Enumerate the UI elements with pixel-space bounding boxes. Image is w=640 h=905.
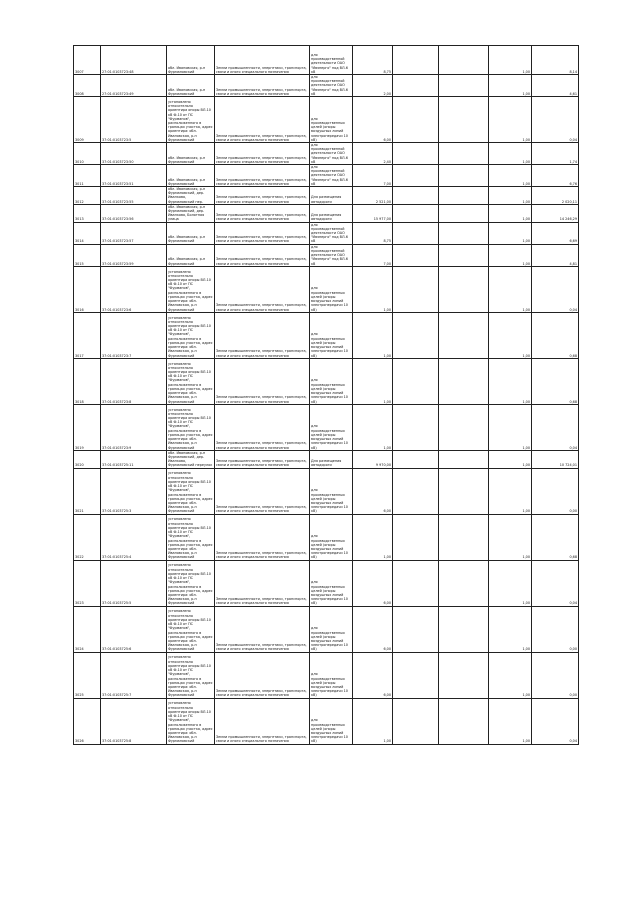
land-category-cell: Земли промышленности, энергетики, транспорта, связи и иного специального назначения	[215, 46, 310, 75]
location-cell: обл. Ивановская, р-н Фурмановский	[167, 143, 215, 165]
share-cell: 1,00	[489, 404, 532, 450]
area-cell: 6,00	[353, 468, 393, 514]
value-cell: 0,04	[532, 266, 579, 312]
share-cell: 1,00	[489, 560, 532, 606]
area-cell: 1,00	[353, 404, 393, 450]
area-cell: 8,75	[353, 222, 393, 244]
blank-cell	[439, 514, 489, 560]
row-number-cell: 3018	[74, 358, 101, 404]
blank-cell	[439, 187, 489, 205]
land-category-cell: Земли промышленности, энергетики, транспорта, связи и иного специального назначения	[215, 165, 310, 187]
location-cell: установлено относительно ориентира опоры ВЛ-10 кВ Ф-10 от ПС "Фурманов", расположенного в границах участка, адрес ориентира: обл. Ивановская, р-н Фурмановский	[167, 698, 215, 744]
row-number-cell: 3012	[74, 187, 101, 205]
table-row	[74, 514, 579, 560]
table-row	[74, 312, 579, 358]
area-cell: 1,00	[353, 266, 393, 312]
location-cell: обл. Ивановская, р-н Фурмановский	[167, 46, 215, 75]
row-number-cell: 3023	[74, 560, 101, 606]
blank-cell	[393, 46, 439, 75]
cadastral-number-cell: 37:01:0103723:5	[101, 97, 167, 143]
land-category-cell: Земли промышленности, энергетики, транспорта, связи и иного специального назначения	[215, 266, 310, 312]
blank-cell	[393, 468, 439, 514]
row-number-cell: 3019	[74, 404, 101, 450]
land-category-cell: Земли промышленности, энергетики, транспорта, связи и иного специального назначения	[215, 652, 310, 698]
blank-cell	[439, 266, 489, 312]
value-cell: 1,74	[532, 143, 579, 165]
land-category-cell: Земли промышленности, энергетики, транспорта, связи и иного специального назначения	[215, 187, 310, 205]
share-cell: 1,00	[489, 222, 532, 244]
land-category-cell: Земли промышленности, энергетики, транспорта, связи и иного специального назначения	[215, 404, 310, 450]
blank-cell	[439, 560, 489, 606]
location-cell: обл. Ивановская, р-н Фурмановский	[167, 222, 215, 244]
location-cell: установлено относительно ориентира опоры ВЛ-10 кВ Ф-10 от ПС "Фурманов", расположенного в границах участка, адрес ориентира: обл. Ивановская, р-н Фурмановский	[167, 404, 215, 450]
land-category-cell: Земли промышленности, энергетики, транспорта, связи и иного специального назначения	[215, 97, 310, 143]
area-cell: 6,00	[353, 97, 393, 143]
blank-cell	[439, 652, 489, 698]
cadastral-number-cell: 27:01:0103723:49	[101, 75, 167, 97]
blank-cell	[393, 97, 439, 143]
permitted-use-cell: для производственных целей (опоры воздушных линий электропередачи 10 кВ)	[310, 358, 353, 404]
location-cell: установлено относительно ориентира опоры ВЛ-10 кВ Ф-10 от ПС "Фурманов", расположенного в границах участка, адрес ориентира: обл. Ивановская, р-н Фурмановский	[167, 560, 215, 606]
area-cell: 2,00	[353, 75, 393, 97]
area-cell: 7,00	[353, 244, 393, 266]
land-category-cell: Земли промышленности, энергетики, транспорта, связи и иного специального назначения	[215, 514, 310, 560]
blank-cell	[393, 514, 439, 560]
blank-cell	[439, 606, 489, 652]
permitted-use-cell: для производственной деятельности ОАО "Ивэнерго" под ВЛ-6 кВ	[310, 143, 353, 165]
blank-cell	[393, 358, 439, 404]
share-cell: 1,00	[489, 468, 532, 514]
land-plots-table	[73, 45, 579, 745]
blank-cell	[393, 450, 439, 468]
location-cell: обл. Ивановская, р-н Фурмановский, дер. Иванково, Болотная улица	[167, 204, 215, 222]
area-cell: 2,40	[353, 143, 393, 165]
permitted-use-cell: для производственной деятельности ОАО "Ивэнерго" под ВЛ-6 кВ	[310, 75, 353, 97]
blank-cell	[439, 698, 489, 744]
blank-cell	[439, 75, 489, 97]
cadastral-number-cell: 37:01:0103723:9	[101, 404, 167, 450]
table-row	[74, 698, 579, 744]
cadastral-number-cell: 37:01:0103723:50	[101, 143, 167, 165]
blank-cell	[393, 266, 439, 312]
row-number-cell: 3025	[74, 652, 101, 698]
table-row	[74, 204, 579, 222]
blank-cell	[439, 143, 489, 165]
value-cell: 4,61	[532, 75, 579, 97]
table-row	[74, 143, 579, 165]
location-cell: установлено относительно ориентира опоры ВЛ-10 кВ Ф-10 от ПС "Фурманов", расположенного в границах участка, адрес ориентира: обл. Ивановская, р-н Фурмановский	[167, 97, 215, 143]
table-row	[74, 244, 579, 266]
area-cell: 7,00	[353, 165, 393, 187]
permitted-use-cell: для производственных целей (опоры воздушных линий электропередачи 10 кВ)	[310, 312, 353, 358]
cadastral-number-cell: 37:01:0103725:11	[101, 450, 167, 468]
cadastral-number-cell: 37:01:0103723:55	[101, 187, 167, 205]
row-number-cell: 3022	[74, 514, 101, 560]
table-row	[74, 266, 579, 312]
permitted-use-cell: для производственных целей (опоры воздушных линий электропередачи 10 кВ)	[310, 404, 353, 450]
land-category-cell: Земли промышленности, энергетики, транспорта, связи и иного специального назначения	[215, 358, 310, 404]
permitted-use-cell: для производственных целей (опоры воздушных линий электропередачи 10 кВ)	[310, 514, 353, 560]
cadastral-number-cell: 37:01:0103723:8	[101, 358, 167, 404]
permitted-use-cell: для производственных целей (опоры воздушных линий электропередачи 10 кВ)	[310, 97, 353, 143]
permitted-use-cell: Для размещения автодороги	[310, 450, 353, 468]
blank-cell	[439, 204, 489, 222]
row-number-cell: 3024	[74, 606, 101, 652]
permitted-use-cell: для производственных целей (опоры воздушных линий электропередачи 10 кВ)	[310, 560, 353, 606]
value-cell: 0,04	[532, 698, 579, 744]
share-cell: 1,00	[489, 204, 532, 222]
row-number-cell: 3015	[74, 244, 101, 266]
cadastral-number-cell: 37:01:0103723:56	[101, 204, 167, 222]
blank-cell	[393, 143, 439, 165]
share-cell: 1,00	[489, 143, 532, 165]
area-cell: 9 970,00	[353, 450, 393, 468]
blank-cell	[439, 244, 489, 266]
row-number-cell: 3013	[74, 204, 101, 222]
cadastral-number-cell: 27:01:0103723:48	[101, 46, 167, 75]
blank-cell	[393, 312, 439, 358]
land-category-cell: Земли промышленности, энергетики, транспорта, связи и иного специального назначения	[215, 143, 310, 165]
table-row	[74, 46, 579, 75]
blank-cell	[393, 606, 439, 652]
cadastral-number-cell: 37:01:0103723:7	[101, 312, 167, 358]
area-cell: 15 977,00	[353, 204, 393, 222]
row-number-cell: 3008	[74, 75, 101, 97]
land-category-cell: Земли промышленности, энергетики, транспорта, связи и иного специального назначения	[215, 244, 310, 266]
row-number-cell: 3009	[74, 97, 101, 143]
permitted-use-cell: для производственных целей (опоры воздушных линий электропередачи 10 кВ)	[310, 698, 353, 744]
value-cell: 0,68	[532, 358, 579, 404]
share-cell: 1,00	[489, 606, 532, 652]
location-cell: обл. Ивановская, р-н Фурмановский, дер. Иванково, Фурмановский пер.	[167, 187, 215, 205]
share-cell: 1,00	[489, 698, 532, 744]
value-cell: 0,04	[532, 97, 579, 143]
row-number-cell: 3011	[74, 165, 101, 187]
blank-cell	[439, 404, 489, 450]
permitted-use-cell: для производственной деятельности ОАО "Ивэнерго" под ВЛ-6 кВ	[310, 46, 353, 75]
table-row	[74, 652, 579, 698]
row-number-cell: 3020	[74, 450, 101, 468]
value-cell: 8,14	[532, 46, 579, 75]
location-cell: установлено относительно ориентира опоры ВЛ-10 кВ Ф-10 от ПС "Фурманов", расположенного в границах участка, адрес ориентира: обл. Ивановская, р-н Фурмановский	[167, 514, 215, 560]
blank-cell	[393, 404, 439, 450]
location-cell: установлено относительно ориентира опоры ВЛ-10 кВ Ф-10 от ПС "Фурманов", расположенного в границах участка, адрес ориентира: обл. Ивановская, р-н Фурмановский	[167, 266, 215, 312]
value-cell: 0,04	[532, 404, 579, 450]
land-category-cell: Земли промышленности, энергетики, транспорта, связи и иного специального назначения	[215, 312, 310, 358]
location-cell: установлено относительно ориентира опоры ВЛ-10 кВ Ф-10 от ПС "Фурманов", расположенного в границах участка, адрес ориентира: обл. Ивановская, р-н Фурмановский	[167, 358, 215, 404]
location-cell: обл. Ивановская, р-н Фурмановский	[167, 165, 215, 187]
permitted-use-cell: для производственных целей (опоры воздушных линий электропередачи 10 кВ)	[310, 468, 353, 514]
land-category-cell: Земли промышленности, энергетики, транспорта, связи и иного специального назначения	[215, 450, 310, 468]
share-cell: 1,00	[489, 165, 532, 187]
blank-cell	[439, 97, 489, 143]
cadastral-number-cell: 37:01:0103725:3	[101, 468, 167, 514]
blank-cell	[393, 204, 439, 222]
location-cell: установлено относительно ориентира опоры ВЛ-10 кВ Ф-10 от ПС "Фурманов", расположенного в границах участка, адрес ориентира: обл. Ивановская, р-н Фурмановский	[167, 468, 215, 514]
row-number-cell: 3026	[74, 698, 101, 744]
blank-cell	[393, 222, 439, 244]
value-cell: 6,69	[532, 222, 579, 244]
land-category-cell: Земли промышленности, энергетики, транспорта, связи и иного специального назначения	[215, 204, 310, 222]
area-cell: 1,00	[353, 312, 393, 358]
value-cell: 2 020,11	[532, 187, 579, 205]
blank-cell	[439, 222, 489, 244]
cadastral-number-cell: 37:01:0103723:57	[101, 222, 167, 244]
share-cell: 1,00	[489, 266, 532, 312]
blank-cell	[439, 46, 489, 75]
cadastral-number-cell: 37:01:0103723:59	[101, 244, 167, 266]
blank-cell	[439, 312, 489, 358]
row-number-cell: 3021	[74, 468, 101, 514]
share-cell: 1,00	[489, 450, 532, 468]
cadastral-number-cell: 37:01:0103725:4	[101, 514, 167, 560]
table-row	[74, 75, 579, 97]
value-cell: 0,68	[532, 312, 579, 358]
blank-cell	[393, 560, 439, 606]
blank-cell	[393, 698, 439, 744]
area-cell: 6,00	[353, 606, 393, 652]
share-cell: 1,00	[489, 514, 532, 560]
land-category-cell: Земли промышленности, энергетики, транспорта, связи и иного специального назначения	[215, 560, 310, 606]
blank-cell	[393, 244, 439, 266]
cadastral-number-cell: 37:01:0103725:6	[101, 606, 167, 652]
value-cell: 0,00	[532, 606, 579, 652]
location-cell: установлено относительно ориентира опоры ВЛ-10 кВ Ф-10 от ПС "Фурманов", расположенного в границах участка, адрес ориентира: обл. Ивановская, р-н Фурмановский	[167, 606, 215, 652]
row-number-cell: 3010	[74, 143, 101, 165]
permitted-use-cell: Для размещения автодороги	[310, 204, 353, 222]
table-row	[74, 450, 579, 468]
share-cell: 1,00	[489, 97, 532, 143]
location-cell: обл. Ивановская, р-н Фурмановский	[167, 244, 215, 266]
blank-cell	[439, 358, 489, 404]
cadastral-number-cell: 37:01:0103723:51	[101, 165, 167, 187]
row-number-cell: 3017	[74, 312, 101, 358]
table-row	[74, 187, 579, 205]
share-cell: 1,00	[489, 358, 532, 404]
table-row	[74, 165, 579, 187]
table-row	[74, 222, 579, 244]
value-cell: 0,68	[532, 514, 579, 560]
area-cell: 2 521,00	[353, 187, 393, 205]
value-cell: 14 246,29	[532, 204, 579, 222]
cadastral-number-cell: 37:01:0103725:5	[101, 560, 167, 606]
blank-cell	[439, 165, 489, 187]
area-cell: 8,75	[353, 46, 393, 75]
row-number-cell: 3014	[74, 222, 101, 244]
blank-cell	[393, 652, 439, 698]
land-category-cell: Земли промышленности, энергетики, транспорта, связи и иного специального назначения	[215, 698, 310, 744]
share-cell: 1,00	[489, 46, 532, 75]
land-category-cell: Земли промышленности, энергетики, транспорта, связи и иного специального назначения	[215, 468, 310, 514]
permitted-use-cell: для производственных целей (опоры воздушных линий электропередачи 10 кВ)	[310, 606, 353, 652]
land-category-cell: Земли промышленности, энергетики, транспорта, связи и иного специального назначения	[215, 606, 310, 652]
permitted-use-cell: для производственной деятельности ОАО "Ивэнерго" под ВЛ-6 кВ	[310, 222, 353, 244]
share-cell: 1,00	[489, 75, 532, 97]
table-row	[74, 560, 579, 606]
location-cell: обл. Ивановская, р-н Фурмановский, дер. Иванково, Фурмановский переулок	[167, 450, 215, 468]
area-cell: 6,00	[353, 560, 393, 606]
row-number-cell: 3007	[74, 46, 101, 75]
table-row	[74, 404, 579, 450]
blank-cell	[393, 75, 439, 97]
permitted-use-cell: для производственной деятельности ОАО "Ивэнерго" под ВЛ-6 кВ	[310, 165, 353, 187]
share-cell: 1,00	[489, 652, 532, 698]
cadastral-number-cell: 37:01:0103723:6	[101, 266, 167, 312]
permitted-use-cell: для производственной деятельности ОАО "Ивэнерго" под ВЛ-6 кВ	[310, 244, 353, 266]
table-row	[74, 358, 579, 404]
value-cell: 6,76	[532, 165, 579, 187]
blank-cell	[439, 468, 489, 514]
share-cell: 1,00	[489, 244, 532, 266]
blank-cell	[393, 165, 439, 187]
area-cell: 1,00	[353, 698, 393, 744]
share-cell: 1,00	[489, 312, 532, 358]
blank-cell	[393, 187, 439, 205]
area-cell: 1,00	[353, 514, 393, 560]
share-cell: 1,00	[489, 187, 532, 205]
land-category-cell: Земли промышленности, энергетики, транспорта, связи и иного специального назначения	[215, 75, 310, 97]
row-number-cell: 3016	[74, 266, 101, 312]
blank-cell	[439, 450, 489, 468]
permitted-use-cell: для производственных целей (опоры воздушных линий электропередачи 10 кВ)	[310, 652, 353, 698]
table-row	[74, 97, 579, 143]
value-cell: 0,04	[532, 560, 579, 606]
value-cell: 4,81	[532, 244, 579, 266]
table-row	[74, 468, 579, 514]
value-cell: 10 724,01	[532, 450, 579, 468]
area-cell: 1,00	[353, 358, 393, 404]
table-body	[74, 46, 579, 745]
cadastral-number-cell: 37:01:0103725:8	[101, 698, 167, 744]
cadastral-number-cell: 37:01:0103725:7	[101, 652, 167, 698]
value-cell: 0,00	[532, 468, 579, 514]
location-cell: установлено относительно ориентира опоры ВЛ-10 кВ Ф-10 от ПС "Фурманов", расположенного в границах участка, адрес ориентира: обл. Ивановская, р-н Фурмановский	[167, 652, 215, 698]
area-cell: 6,00	[353, 652, 393, 698]
location-cell: обл. Ивановская, р-н Фурмановский	[167, 75, 215, 97]
location-cell: установлено относительно ориентира опоры ВЛ-10 кВ Ф-10 от ПС "Фурманов", расположенного в границах участка, адрес ориентира: обл. Ивановская, р-н Фурмановский	[167, 312, 215, 358]
table-row	[74, 606, 579, 652]
value-cell: 0,00	[532, 652, 579, 698]
permitted-use-cell: для производственных целей (опоры воздушных линий электропередачи 10 кВ)	[310, 266, 353, 312]
permitted-use-cell: Для размещения автодороги	[310, 187, 353, 205]
land-category-cell: Земли промышленности, энергетики, транспорта, связи и иного специального назначения	[215, 222, 310, 244]
